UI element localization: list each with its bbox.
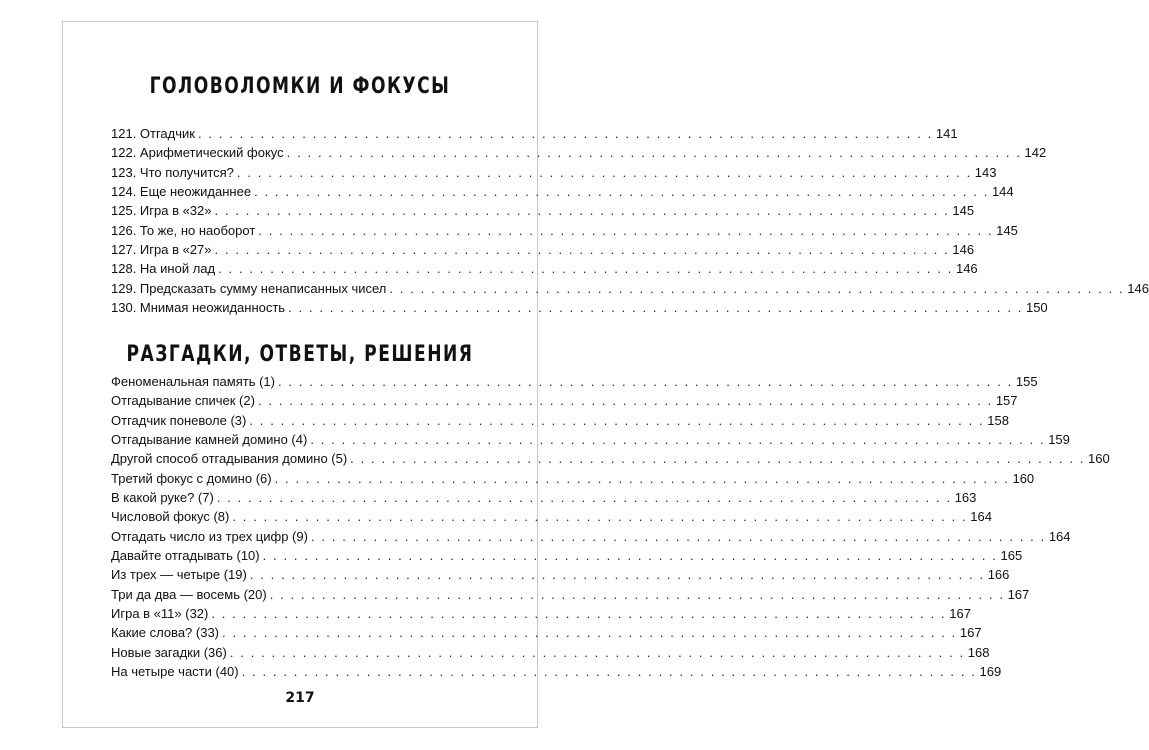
toc-entry-page: 167: [949, 606, 971, 622]
toc-entry-title: Давайте отгадывать (10): [111, 548, 260, 564]
toc-entry-title: Отгадчик поневоле (3): [111, 412, 247, 428]
toc-entry-title: В какой руке? (7): [111, 490, 214, 506]
dot-leader: . . . . . . . . . . . . . . . . . . . . . . . . . . . . . . . . . . . . . . . . . . . . . . . . . . . . . . . . . . . . . . . . . . . . . . .: [214, 242, 950, 258]
toc-entry: [111, 184, 1014, 203]
dot-leader: . . . . . . . . . . . . . . . . . . . . . . . . . . . . . . . . . . . . . . . . . . . . . . . . . . . . . . . . . . . . . . . . . . . . . . .: [197, 126, 933, 141]
toc-entry: [111, 280, 1149, 300]
toc-entry: [111, 126, 958, 145]
toc-entry-title: Феноменальная память (1): [111, 374, 275, 389]
toc-entry-page: 150: [1025, 300, 1048, 316]
dot-leader: . . . . . . . . . . . . . . . . . . . . . . . . . . . . . . . . . . . . . . . . . . . . . . . . . . . . . . . . . . . . . . . . . . . . . . .: [389, 280, 1125, 296]
toc-entry: [111, 164, 997, 184]
toc-entry-title: 125. Игра в «32»: [111, 203, 212, 219]
dot-leader: . . . . . . . . . . . . . . . . . . . . . . . . . . . . . . . . . . . . . . . . . . . . . . . . . . . . . . . . . . . . . . . . . . . . . . .: [229, 644, 965, 660]
dot-leader: . . . . . . . . . . . . . . . . . . . . . . . . . . . . . . . . . . . . . . . . . . . . . . . . . . . . . . . . . . . . . . . . . . . . . . .: [278, 374, 1013, 389]
toc-entry-page: 146: [952, 242, 975, 258]
toc-entry-title: Какие слова? (33): [111, 625, 220, 641]
toc-list-answers: [111, 374, 1110, 684]
dot-leader: . . . . . . . . . . . . . . . . . . . . . . . . . . . . . . . . . . . . . . . . . . . . . . . . . . . . . . . . . . . . . . . . . . . . . . .: [350, 451, 1086, 467]
toc-entry-page: 169: [979, 664, 1002, 680]
toc-entry-page: 144: [991, 184, 1014, 200]
dot-leader: . . . . . . . . . . . . . . . . . . . . . . . . . . . . . . . . . . . . . . . . . . . . . . . . . . . . . . . . . . . . . . . . . . . . . . .: [211, 606, 947, 622]
toc-entry-title: 129. Предсказать сумму ненаписанных чисел: [111, 280, 387, 296]
toc-entry-title: 123. Что получится?: [111, 164, 234, 180]
dot-leader: . . . . . . . . . . . . . . . . . . . . . . . . . . . . . . . . . . . . . . . . . . . . . . . . . . . . . . . . . . . . . . . . . . . . . . .: [241, 664, 977, 680]
toc-entry-page: 167: [959, 625, 982, 641]
toc-entry-page: 167: [1007, 586, 1030, 602]
toc-entry-page: 155: [1015, 374, 1038, 389]
dot-leader: . . . . . . . . . . . . . . . . . . . . . . . . . . . . . . . . . . . . . . . . . . . . . . . . . . . . . . . . . . . . . . . . . . . . . . .: [310, 432, 1046, 448]
toc-entry: [111, 261, 978, 280]
toc-entry-title: Три да два — восемь (20): [111, 586, 267, 602]
toc-entry-title: 121. Отгадчик: [111, 126, 195, 141]
toc-entry-page: 160: [1012, 470, 1035, 486]
toc-entry-title: Третий фокус с домино (6): [111, 470, 272, 486]
section-heading-answers: РАЗГАДКИ, ОТВЕТЫ, РЕШЕНИЯ: [126, 341, 474, 367]
toc-entry-title: Отгадать число из трех цифр (9): [111, 528, 308, 544]
toc-entry-page: 145: [996, 222, 1018, 238]
dot-leader: . . . . . . . . . . . . . . . . . . . . . . . . . . . . . . . . . . . . . . . . . . . . . . . . . . . . . . . . . . . . . . . . . . . . . . .: [236, 164, 972, 180]
toc-entry-title: 122. Арифметический фокус: [111, 145, 284, 161]
dot-leader: . . . . . . . . . . . . . . . . . . . . . . . . . . . . . . . . . . . . . . . . . . . . . . . . . . . . . . . . . . . . . . . . . . . . . . .: [216, 490, 952, 506]
section-heading-puzzles: ГОЛОВОЛОМКИ И ФОКУСЫ: [149, 73, 451, 99]
toc-entry-page: 164: [970, 509, 992, 525]
toc-entry-title: 127. Игра в «27»: [111, 242, 212, 258]
toc-entry-page: 142: [1024, 145, 1047, 161]
toc-entry: [111, 664, 1002, 683]
toc-list-puzzles: [111, 126, 1149, 319]
toc-entry-page: 143: [974, 164, 997, 180]
toc-entry-title: Новые загадки (36): [111, 644, 227, 660]
toc-entry-page: 166: [987, 567, 1010, 583]
toc-entry-title: 130. Мнимая неожиданность: [111, 300, 286, 316]
dot-leader: . . . . . . . . . . . . . . . . . . . . . . . . . . . . . . . . . . . . . . . . . . . . . . . . . . . . . . . . . . . . . . . . . . . . . . .: [288, 300, 1023, 316]
toc-entry-title: 126. То же, но наоборот: [111, 222, 256, 238]
dot-leader: . . . . . . . . . . . . . . . . . . . . . . . . . . . . . . . . . . . . . . . . . . . . . . . . . . . . . . . . . . . . . . . . . . . . . . .: [218, 261, 953, 277]
toc-entry: [111, 644, 990, 664]
toc-entry-title: Отгадывание камней домино (4): [111, 432, 308, 448]
toc-entry: [111, 393, 1018, 412]
toc-entry-page: 160: [1088, 451, 1110, 467]
toc-entry-page: 141: [935, 126, 958, 141]
dot-leader: . . . . . . . . . . . . . . . . . . . . . . . . . . . . . . . . . . . . . . . . . . . . . . . . . . . . . . . . . . . . . . . . . . . . . . .: [222, 625, 957, 641]
toc-entry-page: 158: [987, 412, 1009, 428]
toc-entry: [111, 567, 1010, 586]
dot-leader: . . . . . . . . . . . . . . . . . . . . . . . . . . . . . . . . . . . . . . . . . . . . . . . . . . . . . . . . . . . . . . . . . . . . . . .: [214, 203, 950, 219]
toc-entry: [111, 145, 1047, 164]
toc-entry-title: Другой способ отгадывания домино (5): [111, 451, 348, 467]
toc-entry: [111, 222, 1018, 242]
toc-entry: [111, 203, 975, 222]
toc-entry: [111, 528, 1071, 548]
toc-entry-title: Игра в «11» (32): [111, 606, 209, 622]
toc-entry: [111, 432, 1070, 451]
toc-entry-page: 146: [955, 261, 978, 277]
dot-leader: . . . . . . . . . . . . . . . . . . . . . . . . . . . . . . . . . . . . . . . . . . . . . . . . . . . . . . . . . . . . . . . . . . . . . . .: [257, 393, 993, 409]
toc-entry: [111, 606, 971, 625]
toc-entry-title: Из трех — четыре (19): [111, 567, 247, 583]
dot-leader: . . . . . . . . . . . . . . . . . . . . . . . . . . . . . . . . . . . . . . . . . . . . . . . . . . . . . . . . . . . . . . . . . . . . . . .: [258, 222, 994, 238]
toc-entry: [111, 625, 982, 644]
toc-entry-title: Числовой фокус (8): [111, 509, 230, 525]
toc-entry: [111, 451, 1110, 470]
toc-entry-page: 146: [1127, 280, 1149, 296]
page-number: 217: [285, 690, 315, 706]
dot-leader: . . . . . . . . . . . . . . . . . . . . . . . . . . . . . . . . . . . . . . . . . . . . . . . . . . . . . . . . . . . . . . . . . . . . . . .: [310, 528, 1046, 544]
toc-entry-title: 124. Еще неожиданнее: [111, 184, 252, 200]
toc-entry: [111, 548, 1023, 567]
toc-entry-page: 157: [995, 393, 1018, 409]
dot-leader: . . . . . . . . . . . . . . . . . . . . . . . . . . . . . . . . . . . . . . . . . . . . . . . . . . . . . . . . . . . . . . . . . . . . . . .: [274, 470, 1010, 486]
dot-leader: . . . . . . . . . . . . . . . . . . . . . . . . . . . . . . . . . . . . . . . . . . . . . . . . . . . . . . . . . . . . . . . . . . . . . . .: [269, 586, 1005, 602]
toc-entry-page: 163: [954, 490, 977, 506]
dot-leader: . . . . . . . . . . . . . . . . . . . . . . . . . . . . . . . . . . . . . . . . . . . . . . . . . . . . . . . . . . . . . . . . . . . . . . .: [254, 184, 989, 200]
toc-entry: [111, 242, 975, 261]
book-page: [62, 21, 1149, 728]
toc-entry: [111, 300, 1048, 319]
dot-leader: . . . . . . . . . . . . . . . . . . . . . . . . . . . . . . . . . . . . . . . . . . . . . . . . . . . . . . . . . . . . . . . . . . . . . . .: [232, 509, 968, 525]
toc-entry-page: 145: [952, 203, 975, 219]
toc-entry: [111, 374, 1038, 393]
toc-entry-page: 159: [1048, 432, 1070, 448]
toc-entry-title: 128. На иной лад: [111, 261, 216, 277]
toc-entry: [111, 490, 977, 509]
toc-entry-page: 168: [967, 644, 990, 660]
dot-leader: . . . . . . . . . . . . . . . . . . . . . . . . . . . . . . . . . . . . . . . . . . . . . . . . . . . . . . . . . . . . . . . . . . . . . . .: [249, 412, 985, 428]
toc-entry-title: На четыре части (40): [111, 664, 239, 680]
dot-leader: . . . . . . . . . . . . . . . . . . . . . . . . . . . . . . . . . . . . . . . . . . . . . . . . . . . . . . . . . . . . . . . . . . . . . . .: [286, 145, 1022, 161]
dot-leader: . . . . . . . . . . . . . . . . . . . . . . . . . . . . . . . . . . . . . . . . . . . . . . . . . . . . . . . . . . . . . . . . . . . . . . .: [249, 567, 985, 583]
toc-entry-title: Отгадывание спичек (2): [111, 393, 255, 409]
toc-entry: [111, 509, 992, 528]
toc-entry: [111, 412, 1009, 432]
toc-entry-page: 164: [1048, 528, 1071, 544]
toc-entry: [111, 470, 1035, 490]
toc-entry: [111, 586, 1030, 606]
dot-leader: . . . . . . . . . . . . . . . . . . . . . . . . . . . . . . . . . . . . . . . . . . . . . . . . . . . . . . . . . . . . . . . . . . . . . . .: [262, 548, 998, 564]
toc-entry-page: 165: [1000, 548, 1023, 564]
